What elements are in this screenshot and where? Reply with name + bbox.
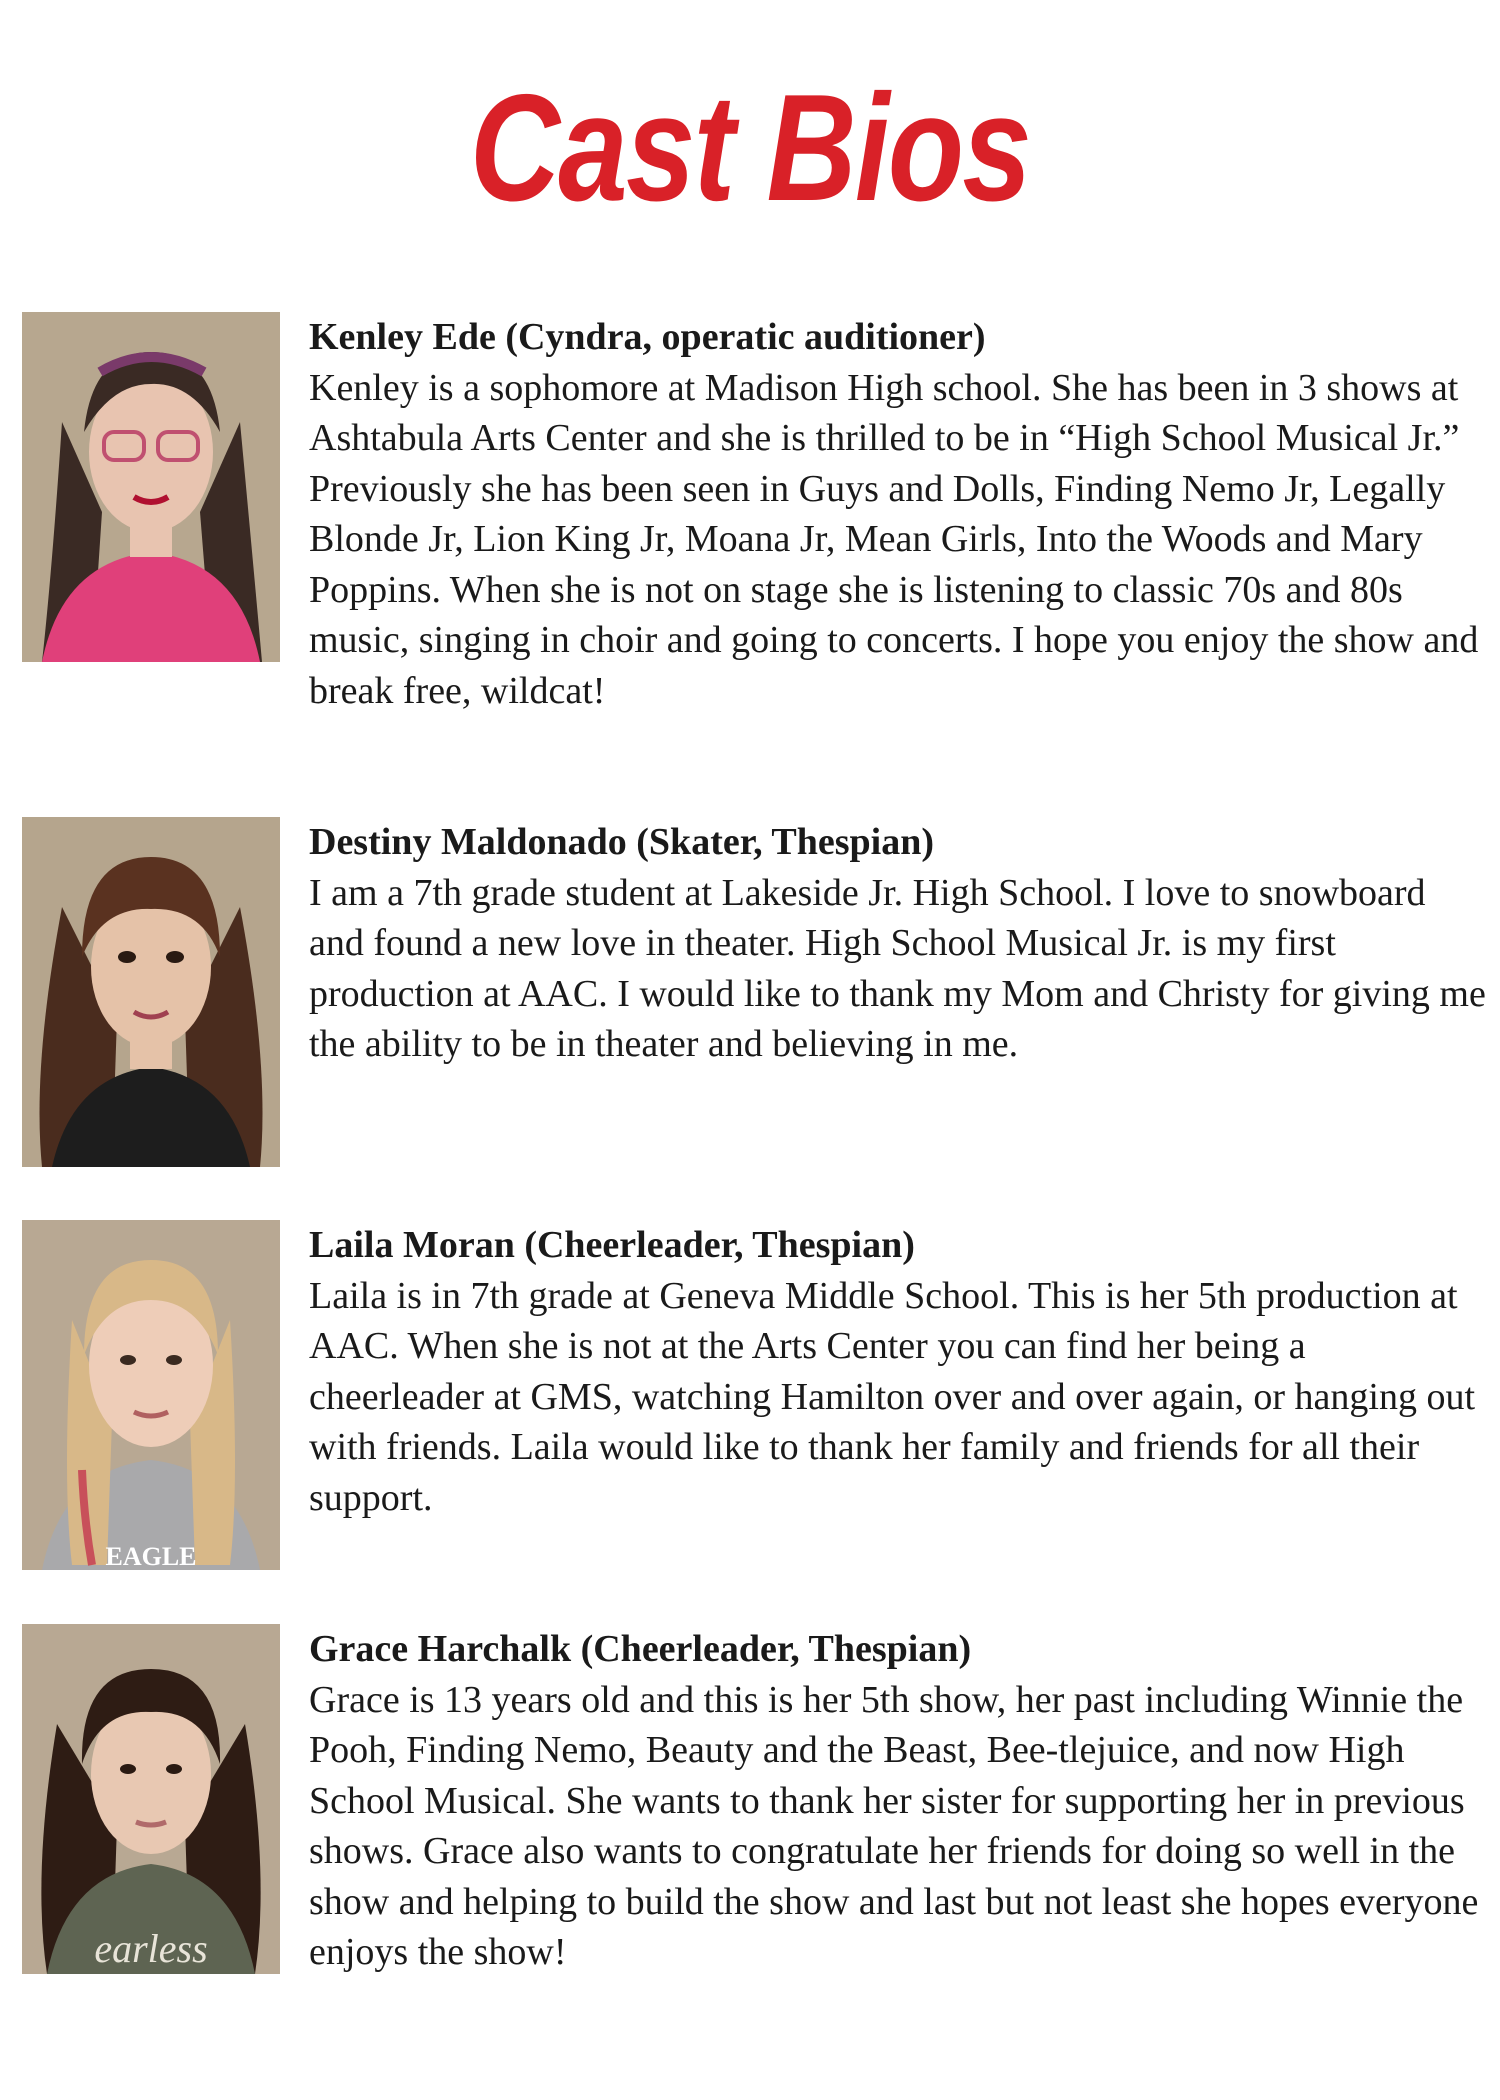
bio-text: Grace is 13 years old and this is her 5th show, her past including Winnie the Pooh, Finding Nemo, Beauty and the Beast, Bee-tlejuice, and now High School Musical. She wants to thank her sister for supporting her in previous shows. Grace also wants to congratulate her friends for doing so well in the show and helping to build the show and last but not least she hopes everyone enjoys the show! — [309, 1678, 1479, 1973]
shirt-text: EAGLE — [105, 1542, 197, 1570]
headshot-destiny — [22, 817, 280, 1167]
headshot-photo — [22, 1220, 280, 1570]
bio-text: Kenley is a sophomore at Madison High school. She has been in 3 shows at Ashtabula Arts Center and she is thrilled to be in “High School Musical Jr.” Previously she has been seen in Guys and Dolls, Finding Nemo Jr, Legally Blonde Jr, Lion King Jr, Moana Jr, Mean Girls, Into the Woods and Mary Poppins. When she is not on stage she is listening to classic 70s and 80s music, singing in choir and going to concerts. I hope you enjoy the show and break free, wildcat! — [309, 366, 1479, 712]
headshot-photo — [22, 1624, 280, 1974]
bio-name: Grace Harchalk (Cheerleader, Thespian) — [309, 1628, 972, 1670]
headshot-laila — [22, 1220, 280, 1570]
headshot-photo — [22, 312, 280, 662]
bio-text: I am a 7th grade student at Lakeside Jr. High School. I love to snowboard and found a new love in theater. High School Musical Jr. is my first production at AAC. I would like to thank my Mom and Christy for giving me the ability to be in theater and believing in me. — [309, 871, 1486, 1065]
bio-name: Kenley Ede (Cyndra, operatic auditioner) — [309, 316, 986, 358]
bio-name: Laila Moran (Cheerleader, Thespian) — [309, 1224, 915, 1266]
bio-text: Laila is in 7th grade at Geneva Middle School. This is her 5th production at AAC. When she is not at the Arts Center you can find her being a cheerleader at GMS, watching Hamilton over and over again, or hanging out with friends. Laila would like to thank her family and friends for all their support. — [309, 1274, 1476, 1519]
bio-name: Destiny Maldonado (Skater, Thespian) — [309, 821, 935, 863]
headshot-grace — [22, 1624, 280, 1974]
page-title: Cast Bios — [469, 63, 1031, 233]
shirt-text: earless — [94, 1926, 208, 1971]
headshot-kenley — [22, 312, 280, 662]
headshot-photo — [22, 817, 280, 1167]
